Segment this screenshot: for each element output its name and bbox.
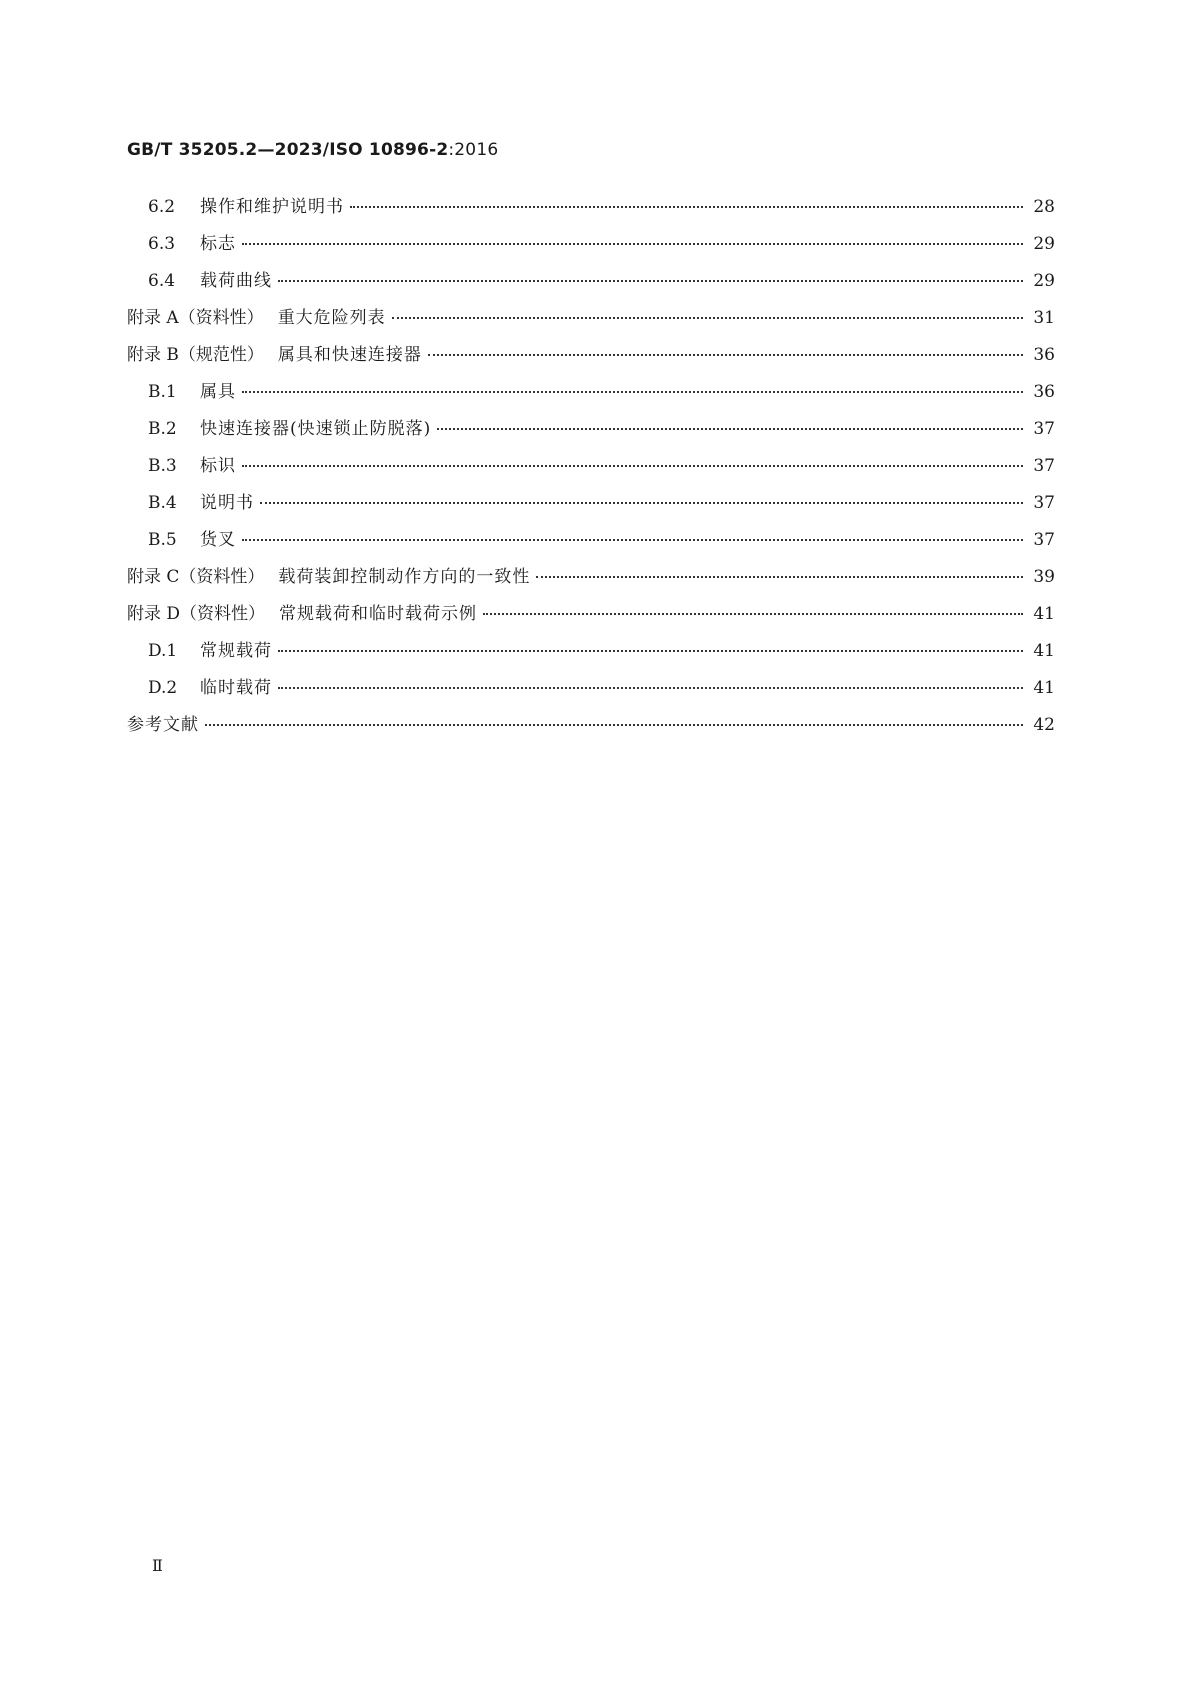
toc-entry-number: 6.4 — [148, 271, 176, 291]
dot-leader — [242, 465, 1023, 467]
toc-entry-title: 说明书 — [200, 493, 254, 513]
toc-entry-number: B.3 — [148, 456, 177, 476]
toc-entry-number: 6.2 — [148, 197, 176, 217]
toc-entry-number: 附录 A（资料性） — [127, 308, 264, 328]
dot-leader — [350, 206, 1023, 208]
toc-entry[interactable] — [127, 640, 1055, 677]
toc-entry-number: 附录 D（资料性） — [127, 604, 266, 624]
toc-entry[interactable] — [127, 196, 1055, 233]
toc-entry-page: 37 — [1033, 456, 1055, 476]
dot-leader — [242, 243, 1023, 245]
toc-entry-page: 41 — [1033, 678, 1055, 698]
toc-entry-title: 常规载荷和临时载荷示例 — [279, 604, 478, 624]
toc-entry[interactable] — [127, 603, 1055, 640]
standard-code: GB/T 35205.2—2023/ISO 10896-2 — [127, 140, 449, 160]
toc-entry-title: 标志 — [200, 234, 236, 254]
toc-entry-number: D.1 — [148, 641, 178, 661]
toc-entry-page: 29 — [1033, 271, 1055, 291]
dot-leader — [392, 317, 1023, 319]
dot-leader — [205, 724, 1023, 726]
toc-entry-number: 附录 C（资料性） — [127, 567, 265, 587]
dot-leader — [536, 576, 1023, 578]
toc-entry-number: B.5 — [148, 530, 177, 550]
toc-entry[interactable] — [127, 566, 1055, 603]
toc-entry[interactable] — [127, 344, 1055, 381]
toc-entry-number: 附录 B（规范性） — [127, 345, 264, 365]
dot-leader — [428, 354, 1023, 356]
toc-entry[interactable] — [127, 714, 1055, 751]
toc-entry-number: D.2 — [148, 678, 178, 698]
toc-entry-title: 载荷装卸控制动作方向的一致性 — [278, 567, 531, 587]
toc-entry-page: 37 — [1033, 419, 1055, 439]
page-number: Ⅱ — [152, 1556, 163, 1575]
toc-entry-page: 36 — [1033, 345, 1055, 365]
dot-leader — [483, 613, 1023, 615]
toc-entry-page: 37 — [1033, 530, 1055, 550]
toc-entry-title: 快速连接器(快速锁止防脱落) — [200, 419, 432, 439]
toc-entry-page: 31 — [1033, 308, 1055, 328]
toc-entry-title: 属具 — [200, 382, 236, 402]
toc-entry[interactable] — [127, 233, 1055, 270]
toc-entry-number: B.1 — [148, 382, 177, 402]
toc-entry[interactable] — [127, 677, 1055, 714]
toc-entry[interactable] — [127, 529, 1055, 566]
toc-entry-page: 37 — [1033, 493, 1055, 513]
toc-entry-page: 41 — [1033, 604, 1055, 624]
toc-entry-title: 重大危险列表 — [277, 308, 386, 328]
toc-entry-number: B.4 — [148, 493, 177, 513]
toc-entry[interactable] — [127, 418, 1055, 455]
toc-entry-title: 货叉 — [200, 530, 236, 550]
toc-entry-page: 42 — [1033, 715, 1055, 735]
toc-entry-title: 属具和快速连接器 — [277, 345, 422, 365]
toc-entry-number: B.2 — [148, 419, 177, 439]
standard-year: :2016 — [448, 140, 499, 160]
dot-leader — [278, 687, 1023, 689]
toc-entry[interactable] — [127, 492, 1055, 529]
dot-leader — [242, 391, 1023, 393]
toc-entry-page: 28 — [1033, 197, 1055, 217]
toc-entry-title: 操作和维护说明书 — [200, 197, 344, 217]
dot-leader — [437, 428, 1023, 430]
toc-entry-title: 常规载荷 — [200, 641, 272, 661]
toc-entry-page: 29 — [1033, 234, 1055, 254]
dot-leader — [278, 650, 1023, 652]
dot-leader — [242, 539, 1023, 541]
toc-entry[interactable] — [127, 270, 1055, 307]
toc-entry-title: 载荷曲线 — [200, 271, 272, 291]
toc-entry-page: 36 — [1033, 382, 1055, 402]
toc-entry-page: 39 — [1033, 567, 1055, 587]
toc-entry[interactable] — [127, 455, 1055, 492]
table-of-contents — [127, 196, 1055, 751]
toc-entry[interactable] — [127, 307, 1055, 344]
toc-entry-number: 6.3 — [148, 234, 176, 254]
dot-leader — [278, 280, 1023, 282]
toc-entry-page: 41 — [1033, 641, 1055, 661]
dot-leader — [260, 502, 1023, 504]
toc-entry[interactable] — [127, 381, 1055, 418]
toc-entry-title: 参考文献 — [127, 715, 199, 735]
document-header — [127, 140, 498, 160]
toc-entry-title: 临时载荷 — [200, 678, 272, 698]
toc-entry-title: 标识 — [200, 456, 236, 476]
